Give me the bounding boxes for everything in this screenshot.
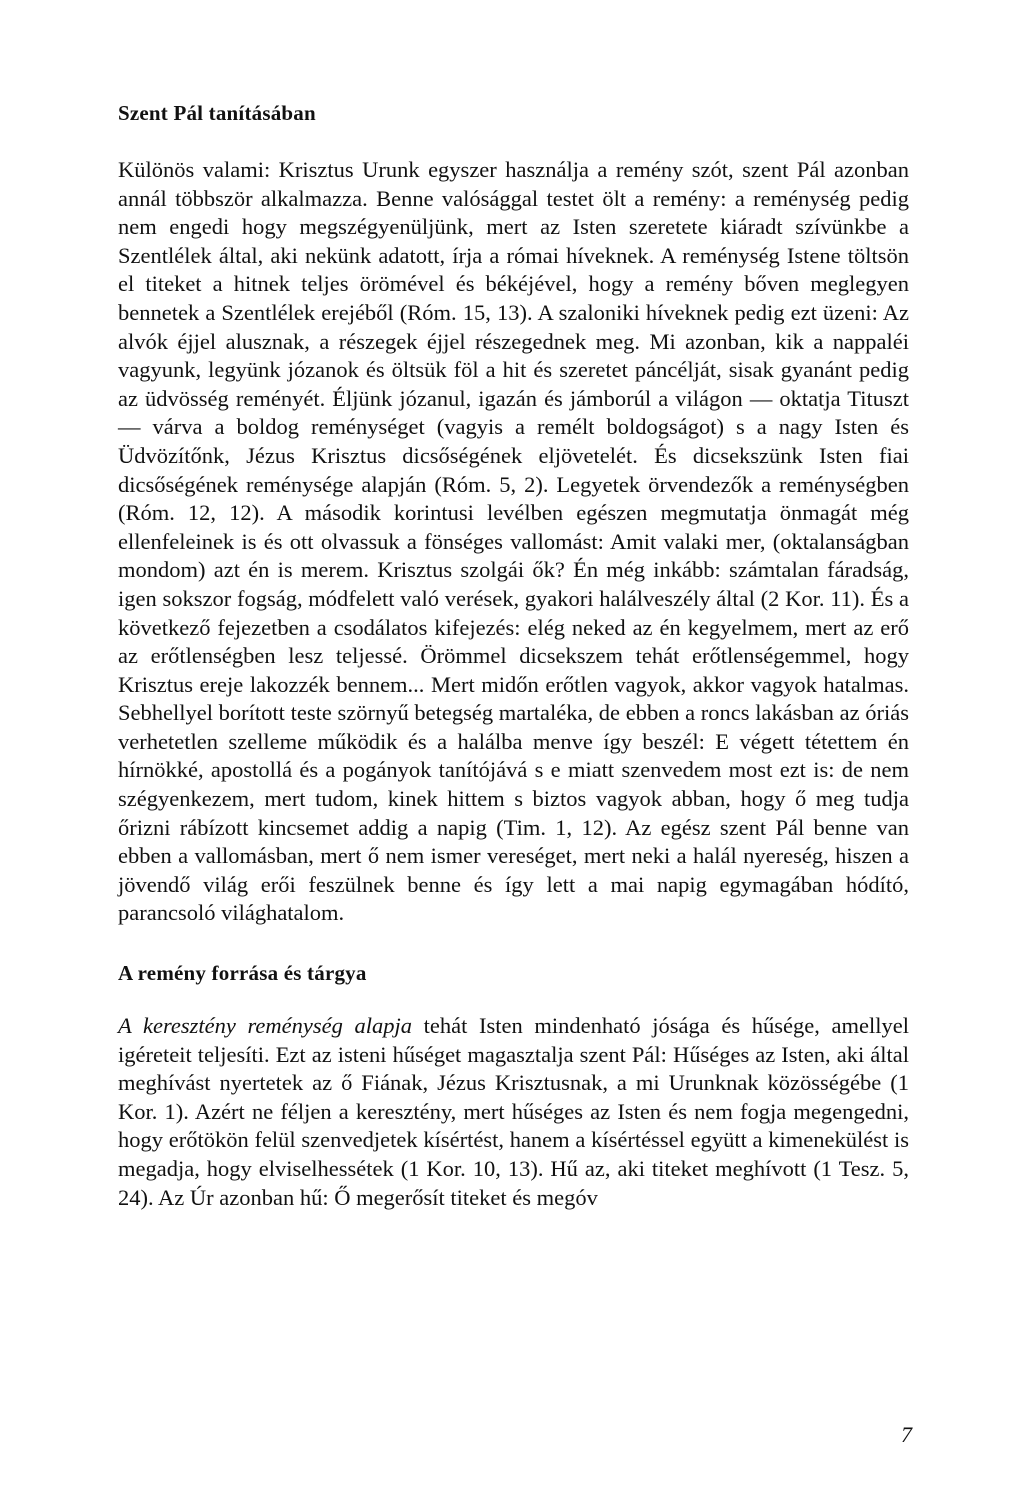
paragraph-source-of-hope-text: tehát Isten mindenható jósága és hűsége, amellyel igéreteit teljesíti. Ezt az isteni hűséget magasztalja szent Pál: Hűséges az Isten, aki által meghívást nyertetek az ő Fiának, Jézus Krisztusnak, a mi Urunknak közösségébe (1 Kor. 1). Azért ne féljen a keresztény, mert hűséges az Isten és nem fogja megengedni, hogy erőtökön felül szenvedjetek kísértést, hanem a kísértéssel együtt a kimenekülést is megadja, hogy elviselhessétek (1 Kor. 10, 13). Hű az, aki titeket meghívott (1 Tesz. 5, 24). Az Úr azonban hű: Ő megerősít titeket és megóv — [118, 1013, 909, 1210]
paragraph-source-of-hope — [118, 1012, 909, 1212]
section-heading-saint-paul: Szent Pál tanításában — [118, 101, 316, 125]
italic-lead-phrase: A keresztény reménység alapja — [118, 1013, 413, 1039]
page-number: 7 — [901, 1422, 912, 1447]
section-heading-source-of-hope: A remény forrása és tárgya — [118, 961, 367, 986]
page-body — [118, 98, 909, 1212]
paragraph-saint-paul: Különös valami: Krisztus Urunk egyszer használja a remény szót, szent Pál azonban annál többször alkalmazza. Benne valósággal testet ölt a remény: a reménység pedig nem engedi hogy megszégyenüljünk, mert az Isten szeretete kiáradt szívünkbe a Szentlélek által, aki nekünk adatott, írja a római híveknek. A reménység Istene töltsön el titeket a hitnek teljes örömével és békéjével, hogy a remény bőven meglegyen bennetek a Szentlélek erejéből (Róm. 15, 13). A szaloniki híveknek pedig ezt üzeni: Az alvók éjjel alusznak, a részegek éjjel részegednek meg. Mi azonban, kik a nappaléi vagyunk, legyünk józanok és öltsük föl a hit és szeretet páncélját, sisak gyanánt pedig az üdvösség reményét. Éljünk józanul, igazán és jámborúl a világon — oktatja Tituszt — várva a boldog reménységet (vagyis a remélt boldogságot) s a nagy Isten és Üdvözítőnk, Jézus Krisztus dicsőségének eljövetelét. És dicsekszünk Isten fiai dicsőségének reménysége alapján (Róm. 5, 2). Legyetek örvendezők a reménységben (Róm. 12, 12). A második korintusi levélben egészen megmutatja önmagát még ellenfeleinek is és ott olvassuk a fönséges vallomást: Amit valaki mer, (oktalanságban mondom) azt én is merem. Krisztus szolgái ők? Én még inkább: számtalan fáradság, igen sokszor fogság, módfelett való verések, gyakori halálveszély által (2 Kor. 11). És a következő fejezetben a csodálatos kifejezés: elég neked az én kegyelmem, mert az erő az erőtlenségben lesz teljessé. Örömmel dicsekszem tehát erőtlenségemmel, hogy Krisztus ereje lakozzék bennem... Mert midőn erőtlen vagyok, akkor vagyok hatalmas. Sebhellyel borított teste szörnyű betegség martaléka, de ebben a roncs lakásban az óriás verhetetlen szelleme működik és a halálba menve így beszél: E végett tétettem én hírnökké, apostollá és a pogányok tanítójává s e miatt szenvedem most ezt is: de nem szégyenkezem, mert tudom, kinek hittem s biztos vagyok abban, hogy ő meg tudja őrizni rábízott kincsemet addig a napig (Tim. 1, 12). Az egész szent Pál benne van ebben a vallomásban, mert ő nem ismer vereséget, mert neki a halál nyereség, hiszen a jövendő világ erői feszülnek benne és így lett a mai napig egymagában hódító, parancsoló világhatalom. — [118, 157, 909, 926]
